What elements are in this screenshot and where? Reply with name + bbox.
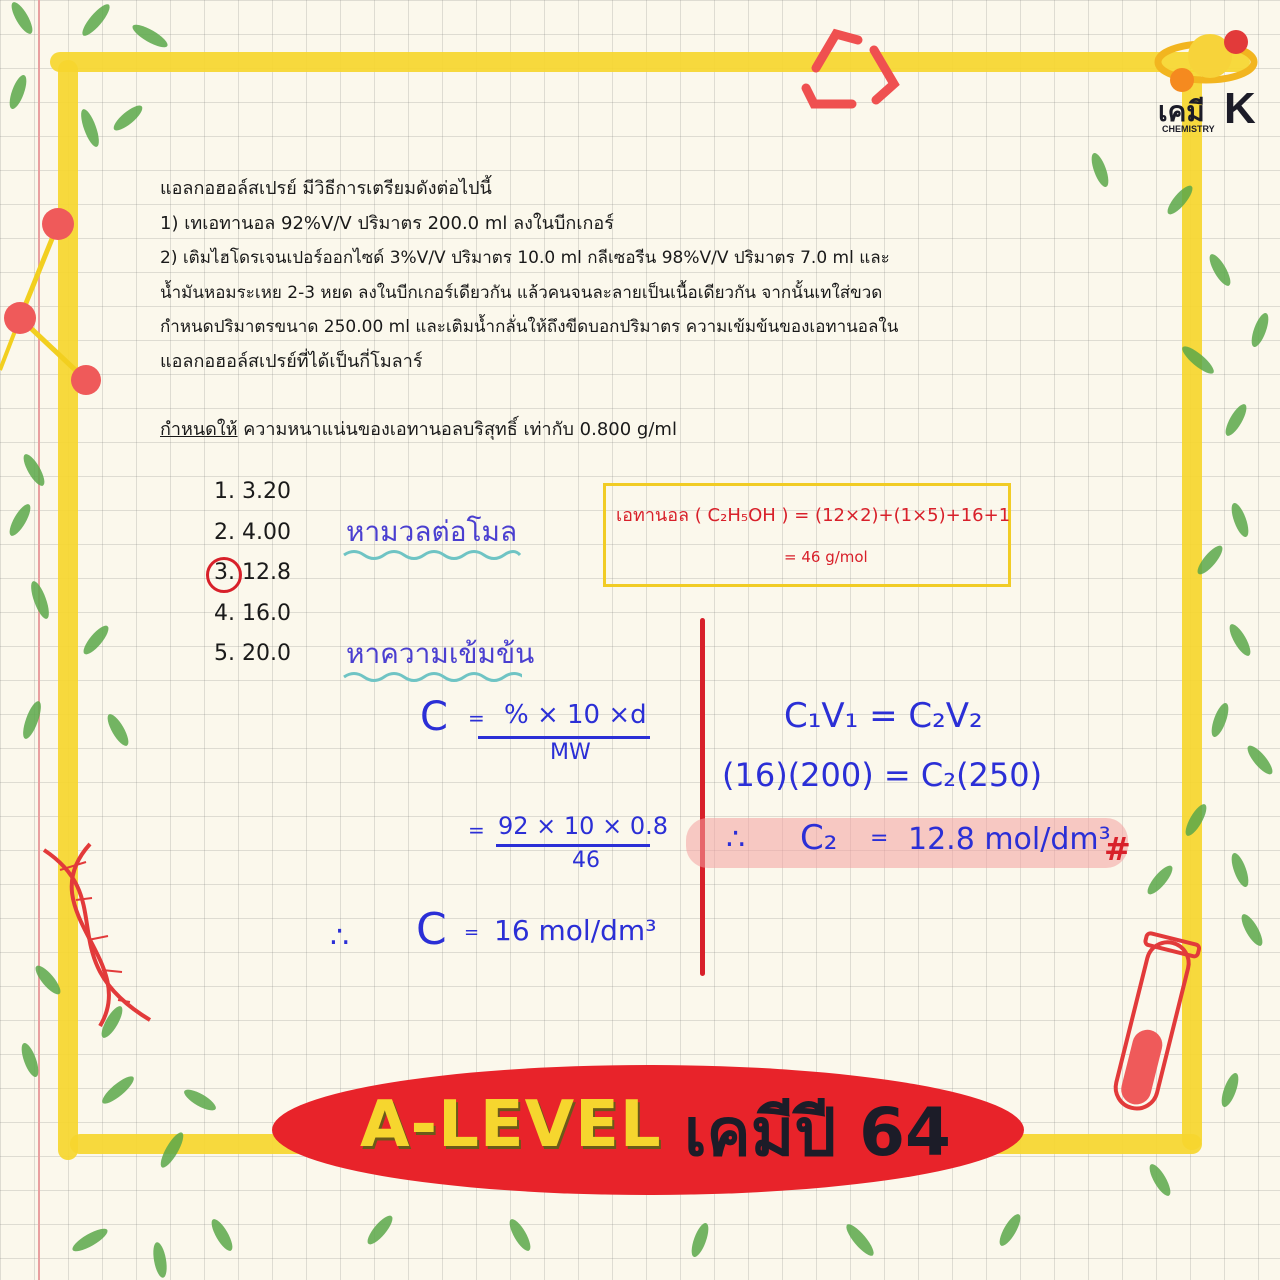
dilution-hash: #: [1104, 830, 1131, 868]
problem-line: กำหนดปริมาตรขนาด 250.00 ml และเติมน้ำกลั่นให้ถึงขีดบอกปริมาตร ความเข้มข้นของเอทานอลใน: [160, 317, 899, 337]
banner-a-level: A-LEVEL: [360, 1088, 662, 1162]
molar-mass-line-1: เอทานอล ( C₂H₅OH ) = (12×2)+(1×5)+16+1: [616, 505, 1011, 526]
given-statement: [160, 414, 677, 443]
logo-brand-letter: K: [1224, 84, 1256, 133]
result-equals: =: [464, 922, 480, 943]
given-label: กำหนดให้: [160, 419, 238, 440]
banner-chemistry-year: เคมีปี 64: [684, 1094, 951, 1171]
molecule-icon: [0, 200, 120, 400]
choice-3-correct: [214, 553, 291, 594]
substitution-equals: =: [468, 818, 485, 842]
heading-molar-mass: หามวลต่อโมล: [346, 515, 518, 548]
choice-value: 4.00: [242, 519, 291, 545]
choice-number: 5.: [214, 641, 235, 666]
heading-underline-wave: [342, 670, 522, 684]
formula-numerator: % × 10 ×d: [504, 700, 647, 730]
dilution-c2: C₂: [800, 818, 838, 858]
choice-number: 4.: [214, 600, 235, 626]
substitution-numerator: 92 × 10 × 0.8: [498, 812, 668, 840]
brand-logo: [1150, 22, 1268, 140]
problem-line: 2) เติมไฮโดรเจนเปอร์ออกไซด์ 3%V/V ปริมาตร 10.0 ml กลีเซอรีน 98%V/V ปริมาตร 7.0 ml และ: [160, 248, 890, 268]
choice-number: 2.: [214, 519, 235, 545]
formula-equals: =: [468, 706, 485, 730]
problem-line: แอลกอฮอล์สเปรย์ มีวิธีการเตรียมดังต่อไปนี้: [160, 178, 492, 199]
heading-concentration: หาความเข้มข้น: [346, 637, 535, 670]
dilution-therefore: ∴: [726, 822, 746, 857]
dilution-substitution: (16)(200) = C₂(250): [722, 756, 1043, 794]
formula-c: C: [420, 694, 448, 740]
logo-sub: CHEMISTRY: [1162, 124, 1215, 134]
problem-line: 1) เทเอทานอล 92%V/V ปริมาตร 200.0 ml ลงในบีกเกอร์: [160, 212, 614, 234]
dilution-equals: =: [870, 826, 889, 851]
choice-number: 3.: [214, 560, 235, 585]
molar-mass-box: [603, 483, 1011, 587]
heading-underline-wave: [342, 548, 522, 562]
answer-choices: [214, 472, 291, 675]
dna-icon: [30, 840, 170, 1030]
choice-2: [214, 513, 291, 554]
choice-value: 3.20: [242, 479, 291, 504]
result-value: 16 mol/dm³: [494, 914, 657, 947]
formula-fraction-line: [478, 736, 650, 739]
therefore-symbol: ∴: [330, 920, 350, 955]
correct-answer-circle: [206, 557, 242, 593]
dilution-result: 12.8 mol/dm³: [908, 822, 1111, 857]
choice-value: 20.0: [242, 641, 291, 666]
substitution-fraction-line: [496, 844, 650, 847]
choice-value: 16.0: [242, 600, 291, 626]
problem-statement: [160, 172, 1030, 379]
result-c: C: [416, 904, 447, 955]
test-tube-icon: [1090, 930, 1210, 1140]
given-text: ความหนาแน่นของเอทานอลบริสุทธิ์ เท่ากับ 0.800 g/ml: [237, 419, 677, 440]
choice-value: 12.8: [242, 560, 291, 585]
molar-mass-line-2: = 46 g/mol: [784, 548, 868, 566]
choice-5: [214, 634, 291, 675]
choice-1: [214, 472, 291, 513]
substitution-denominator: 46: [572, 848, 600, 873]
choice-4: [214, 594, 291, 635]
problem-line: แอลกอฮอล์สเปรย์ที่ได้เป็นกี่โมลาร์: [160, 350, 423, 372]
recycle-icon: [796, 20, 906, 110]
formula-denominator: MW: [550, 740, 591, 765]
choice-number: 1.: [214, 479, 235, 504]
solution-divider: [700, 618, 705, 976]
problem-line: น้ำมันหอมระเหย 2-3 หยด ลงในบีกเกอร์เดียวกัน แล้วคนจนละลายเป็นเนื้อเดียวกัน จากนั้นเทใส่ขวด: [160, 282, 883, 303]
dilution-formula: C₁V₁ = C₂V₂: [784, 696, 983, 736]
logo-brand-thai: เคมี: [1158, 96, 1205, 127]
